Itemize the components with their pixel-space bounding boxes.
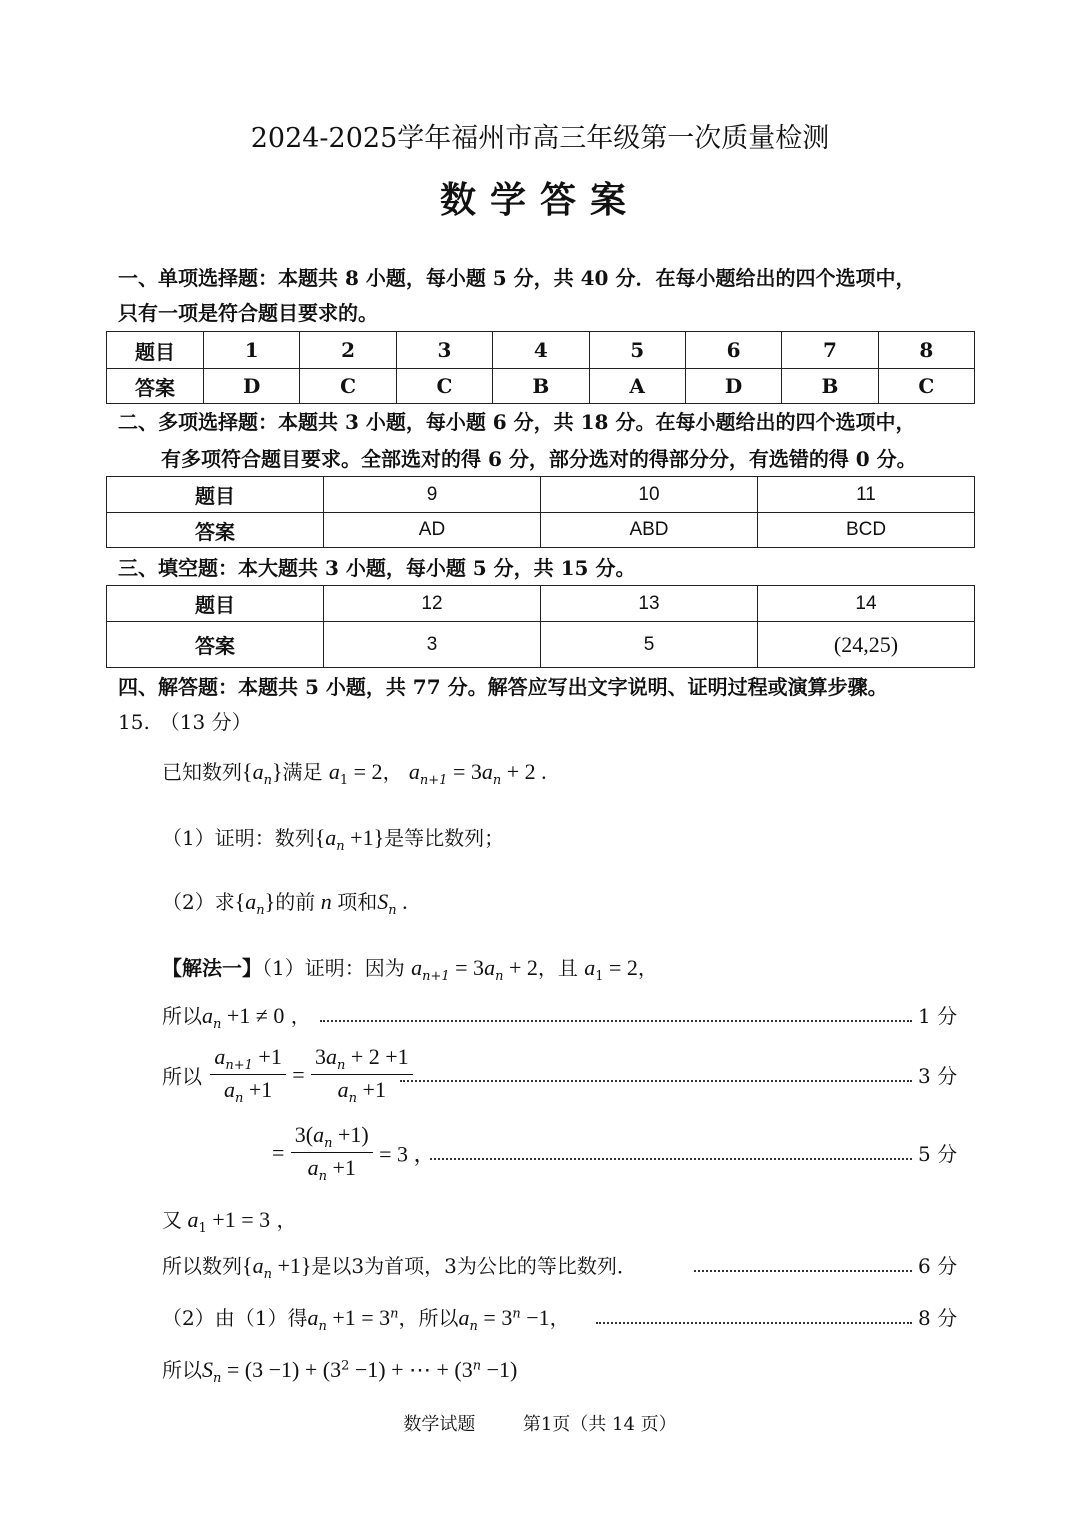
solution-line-7: （2）由（1）得$a_n +1 = 3^n$，所以$a_n = 3^n -1$， [162, 1305, 570, 1334]
question-number: 3 [396, 332, 492, 369]
problem-statement: 已知数列$\{a_n\}$满足 $a_1 = 2$， $a_{n+1} = 3a_n + 2$ . [162, 759, 547, 788]
question-number: 9 [324, 477, 541, 513]
dotted-leader [596, 1322, 912, 1324]
question-number: 5 [589, 332, 685, 369]
solution-line-6: 所以数列$\{a_n +1\}$是以3为首项，3为公比的等比数列． [162, 1253, 637, 1282]
question-number: 1 [204, 332, 300, 369]
answer-cell: 5 [541, 622, 758, 668]
question-number: 12 [324, 586, 541, 622]
row-label-answer: 答案 [107, 622, 324, 668]
question-number: 4 [493, 332, 589, 369]
answer-cell: C [878, 369, 974, 404]
dotted-leader [400, 1080, 912, 1082]
answer-cell: BCD [758, 513, 975, 548]
answer-cell: (24,25) [758, 622, 975, 668]
answer-cell: B [493, 369, 589, 404]
footer-page-number: 第1页（共 14 页） [522, 1414, 677, 1435]
table-row [107, 369, 975, 404]
score: 8 分 [918, 1306, 958, 1330]
section2-heading: 二、多项选择题：本题共 3 小题，每小题 6 分，共 18 分。在每小题给出的四个选项中， [118, 410, 916, 434]
question-number: 2 [300, 332, 396, 369]
section3-answer-table [106, 585, 975, 668]
table-row [107, 332, 975, 369]
table-row [107, 513, 975, 548]
section1-answer-table [106, 331, 975, 404]
answer-cell: B [782, 369, 878, 404]
question-number: 14 [758, 586, 975, 622]
section2-answer-table [106, 476, 975, 548]
section1-heading-cont: 只有一项是符合题目要求的。 [118, 301, 378, 325]
section4-heading: 四、解答题：本题共 5 小题，共 77 分。解答应写出文字说明、证明过程或演算步骤。 [118, 675, 888, 699]
row-label-answer: 答案 [107, 369, 204, 404]
question-number: 11 [758, 477, 975, 513]
question-number: 8 [878, 332, 974, 369]
answer-cell: A [589, 369, 685, 404]
solution-line-4: = $\frac{3(a_n +1)}{a_n +1}$ = 3 ， [272, 1122, 436, 1184]
answer-cell: D [685, 369, 781, 404]
section2-heading-cont: 有多项符合题目要求。全部选对的得 6 分，部分选对的得部分分，有选错的得 0 分。 [161, 447, 917, 471]
dotted-leader [694, 1270, 912, 1272]
score: 5 分 [918, 1142, 958, 1166]
sub-question-2: （2）求$\{a_n\}$的前 n 项和$S_n$ . [162, 889, 408, 918]
dotted-leader [430, 1158, 912, 1160]
problem-number: 15. （13 分） [118, 710, 252, 734]
solution-line-2: 所以$a_n +1 \ne 0$ ， [162, 1003, 311, 1032]
sub-question-1: （1）证明：数列$\{a_n +1\}$是等比数列； [162, 825, 505, 854]
section3-heading: 三、填空题：本大题共 3 小题，每小题 5 分，共 15 分。 [118, 556, 636, 580]
score: 3 分 [918, 1064, 958, 1088]
page-footer [0, 1410, 1080, 1436]
page-subtitle: 数学答案 [439, 179, 640, 221]
table-row [107, 477, 975, 513]
row-label-question: 题目 [107, 332, 204, 369]
question-number: 7 [782, 332, 878, 369]
answer-cell: AD [324, 513, 541, 548]
section1-heading: 一、单项选择题：本题共 8 小题，每小题 5 分，共 40 分．在每小题给出的四个选项中， [118, 266, 916, 290]
answer-cell: C [300, 369, 396, 404]
question-number: 13 [541, 586, 758, 622]
answer-cell: C [396, 369, 492, 404]
footer-subject: 数学试题 [403, 1414, 476, 1435]
row-label-question: 题目 [107, 477, 324, 513]
score: 6 分 [918, 1254, 958, 1278]
answer-cell: D [204, 369, 300, 404]
solution-line-1: 【解法一】（1）证明：因为 $a_{n+1} = 3a_n + 2$，且 $a_1 = 2$， [162, 955, 658, 984]
question-number: 6 [685, 332, 781, 369]
page-title: 2024-2025学年福州市高三年级第一次质量检测 [250, 123, 830, 154]
answer-cell: ABD [541, 513, 758, 548]
row-label-answer: 答案 [107, 513, 324, 548]
question-number: 10 [541, 477, 758, 513]
row-label-question: 题目 [107, 586, 324, 622]
answer-cell: 3 [324, 622, 541, 668]
score: 1 分 [918, 1004, 958, 1028]
solution-line-5: 又 $a_1 +1 = 3$ ， [162, 1207, 297, 1236]
solution-line-3: 所以 $\frac{a_{n+1} +1}{a_n +1}$ = $\frac{3a_n + 2 +1}{a_n +1}$ [162, 1044, 413, 1106]
table-row [107, 622, 975, 668]
table-row [107, 586, 975, 622]
dotted-leader [320, 1020, 912, 1022]
solution-line-8: 所以$S_n = (3 -1) + (3^2 -1)$ + ⋯ + $(3^n -1)$ [162, 1357, 518, 1386]
